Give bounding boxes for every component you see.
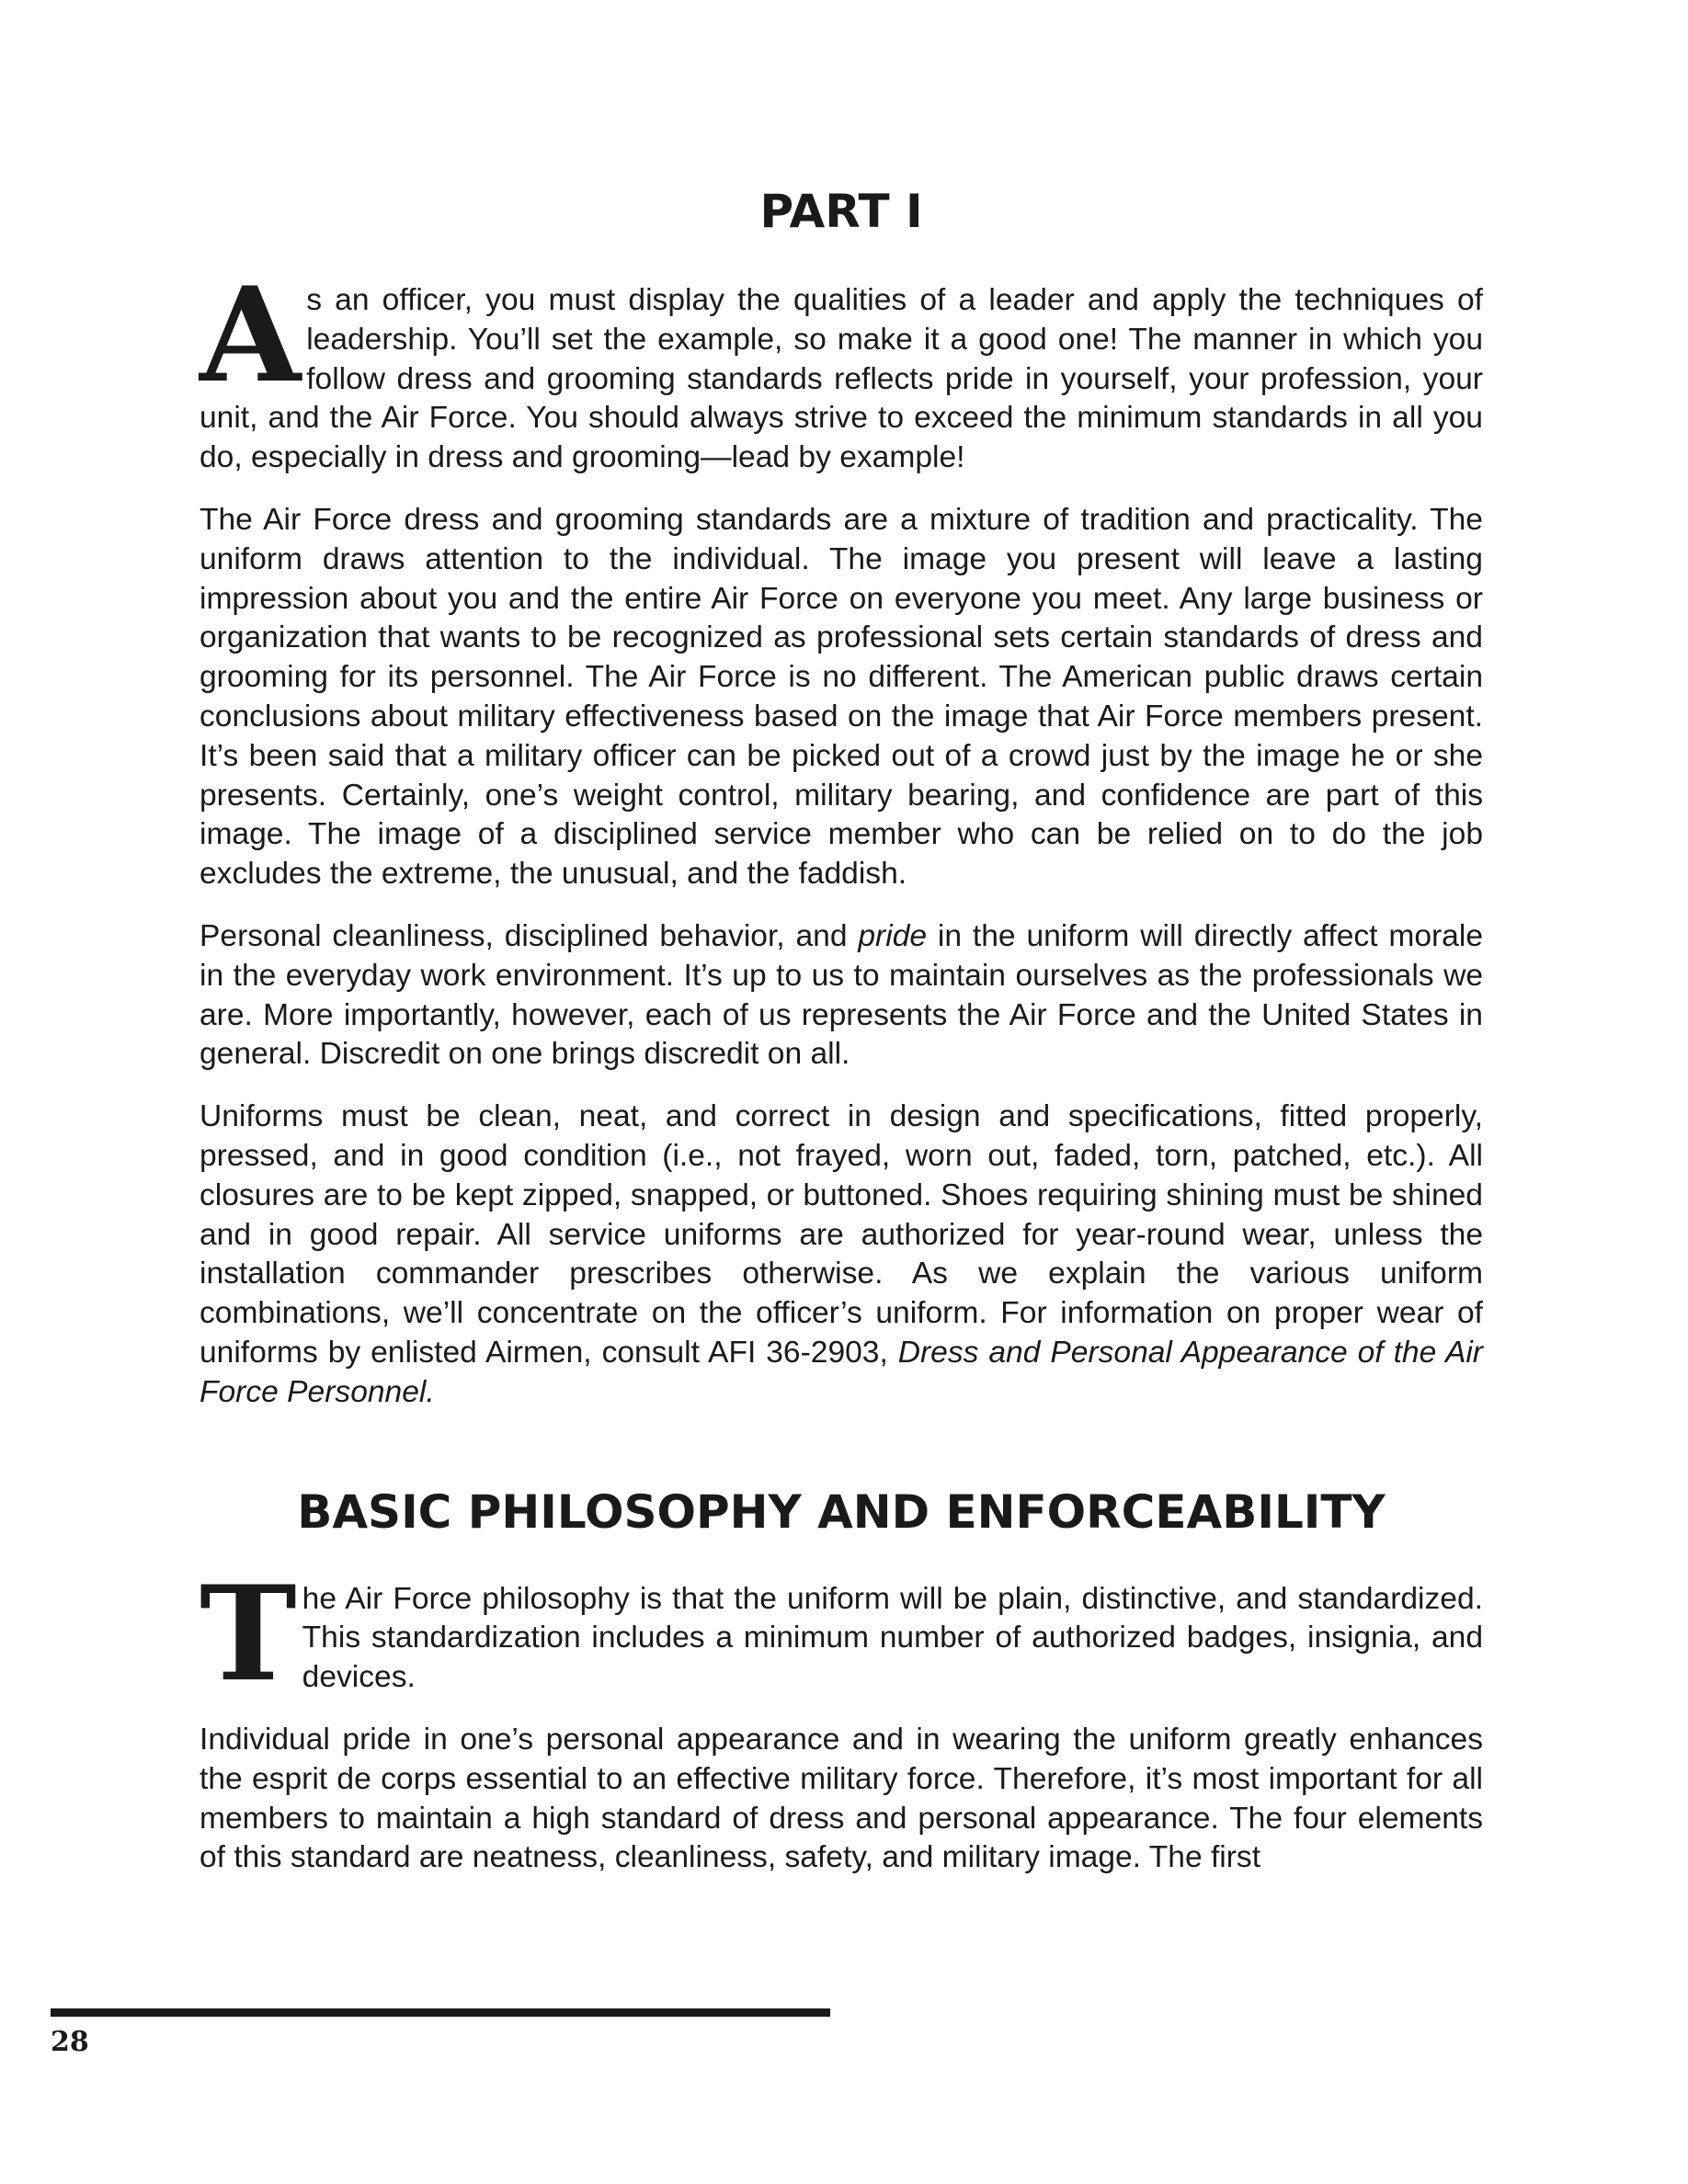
pride-paragraph bbox=[200, 917, 1483, 1075]
footer-rule bbox=[51, 2008, 830, 2017]
pride-paragraph-text-before: Personal cleanliness, disciplined behavior, and bbox=[200, 918, 859, 953]
philosophy-paragraph bbox=[200, 1557, 1483, 1711]
intro-paragraph-text: s an officer, you must display the qualities of a leader and apply the techniques of leadership. You’ll set the example, so make it a good one! The manner in which you follow dress and grooming standards reflects pride in yourself, your profession, your unit, and the Air Force. You should always strive to exceed the minimum standards in all you do, especially in dress and grooming—lead by example! bbox=[200, 283, 1483, 475]
intro-paragraph bbox=[200, 259, 1483, 478]
standards-paragraph: The Air Force dress and grooming standards are a mixture of tradition and practicality. The uniform draws attention to the individual. The image you present will leave a lasting impression about you and the entire Air Force on everyone you meet. Any large business or organization that wants to be recognized as professional sets certain standards of dress and grooming for its personnel. The Air Force is no different. The American public draws certain conclusions about military effectiveness based on the image that Air Force members present. It’s been said that a military officer can be picked out of a crowd just by the image he or she presents. Certainly, one’s weight control, military bearing, and confidence are part of this image. The image of a disciplined service member who can be relied on to do the job excludes the extreme, the unusual, and the faddish. bbox=[200, 502, 1483, 892]
section-heading-part-i: PART I bbox=[759, 185, 923, 238]
drop-cap-letter: T bbox=[200, 1557, 297, 1711]
uniforms-paragraph bbox=[200, 1098, 1483, 1412]
section-heading-basic-philosophy: BASIC PHILOSOPHY AND ENFORCEABILITY bbox=[297, 1484, 1386, 1539]
pride-paragraph-text-after: in the uniform will directly affect morale in the everyday work environment. It’s up to us to maintain ourselves as the professionals we are. More importantly, however, each of us represents the Air Force and the United States in general. Discredit on one brings discredit on all. bbox=[200, 918, 1483, 1072]
individual-pride-paragraph: Individual pride in one’s personal appearance and in wearing the uniform greatly enhances the esprit de corps essential to an effective military force. Therefore, it’s most important for all members to maintain a high standard of dress and personal appearance. The four elements of this standard are neatness, cleanliness, safety, and military image. The first bbox=[200, 1722, 1483, 1875]
page-content bbox=[200, 184, 1483, 1878]
page-number: 28 bbox=[51, 2026, 89, 2058]
afi-document-title: Dress and Personal Appearance of the Air Force Personnel. bbox=[200, 1335, 1483, 1409]
philosophy-paragraph-text: he Air Force philosophy is that the uniform will be plain, distinctive, and standardized. This standardization includes a minimum number of authorized badges, insignia, and devices. bbox=[302, 1581, 1483, 1695]
uniforms-paragraph-text: Uniforms must be clean, neat, and correct in design and specifications, fitted properly, pressed, and in good condition (i.e., not frayed, worn out, faded, torn, patched, etc.). All closures are to be kept zipped, snapped, or buttoned. Shoes requiring shining must be shined and in good repair. All service uniforms are authorized for year-round wear, unless the installation commander prescribes otherwise. As we explain the various uniform combinations, we’ll concentrate on the officer’s uniform. For information on proper wear of uniforms by enlisted Airmen, consult AFI 36-2903, bbox=[200, 1099, 1483, 1370]
drop-cap-letter: A bbox=[200, 259, 302, 412]
pride-emphasis: pride bbox=[858, 918, 928, 953]
